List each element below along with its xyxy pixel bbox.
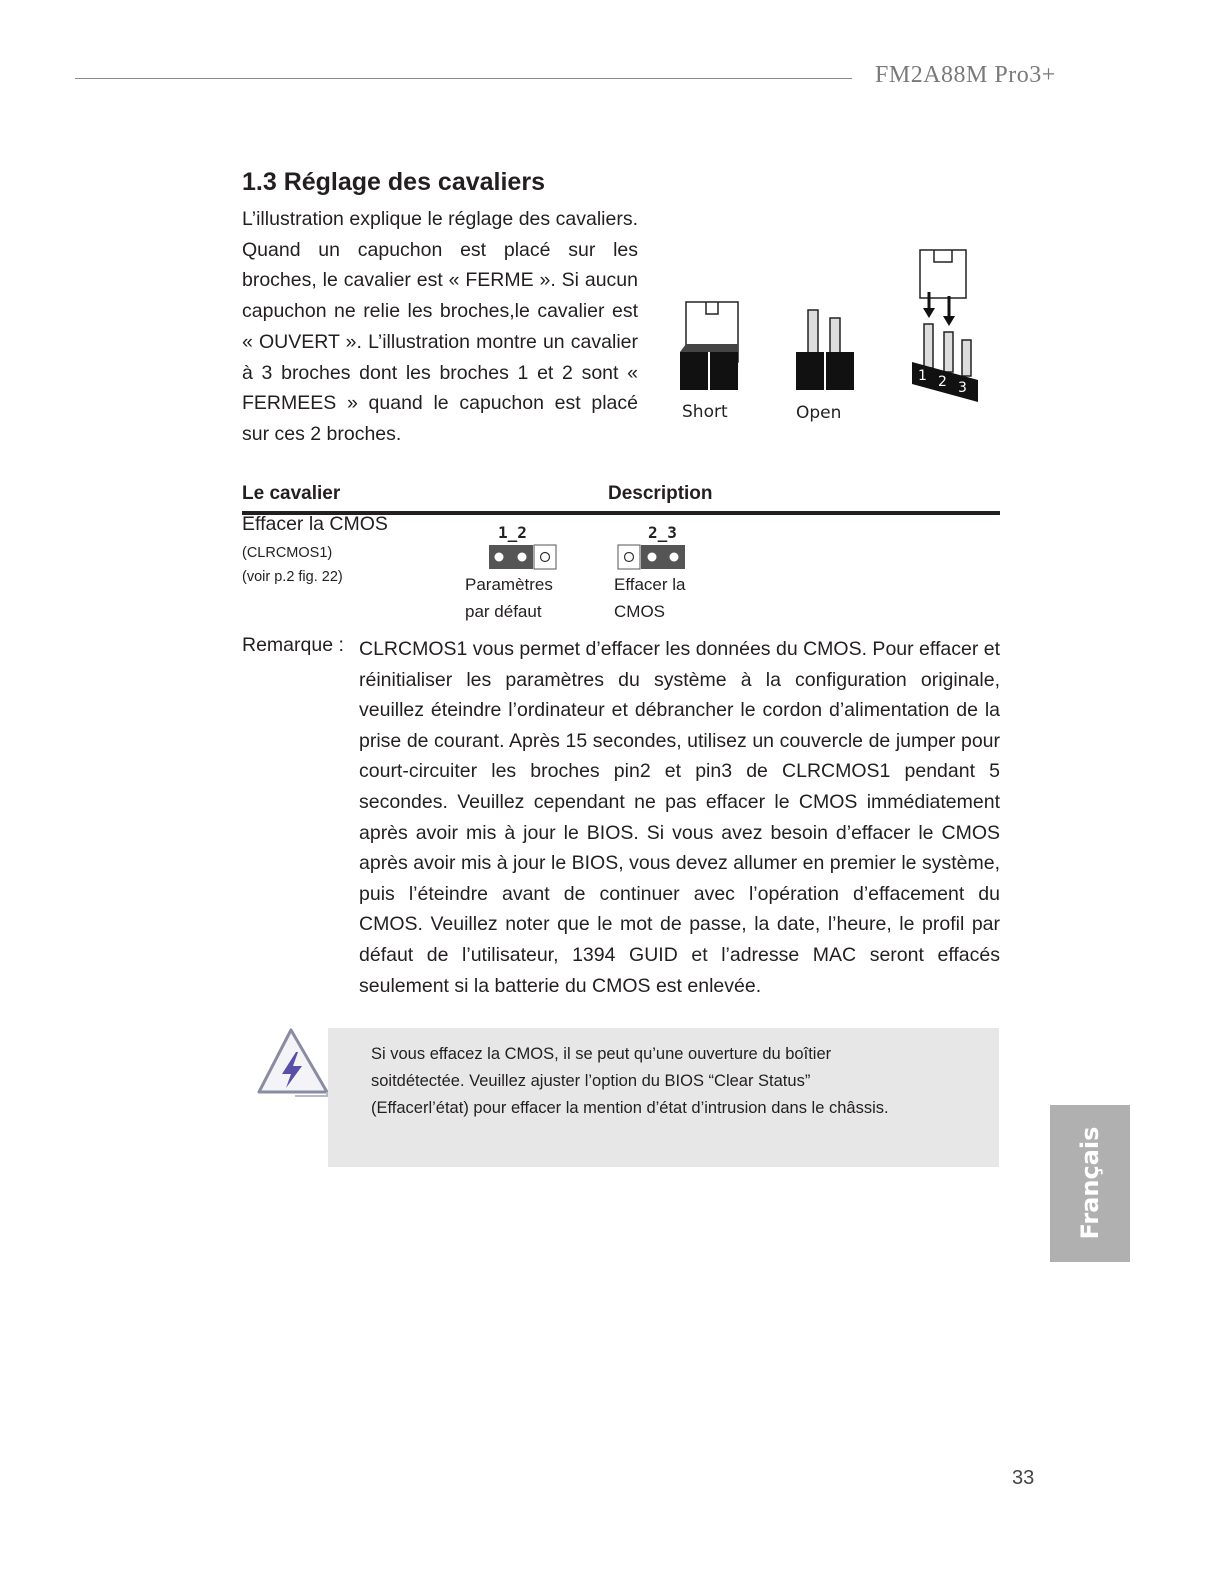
short-jumper-figure	[680, 302, 738, 390]
language-label: Français	[1076, 1126, 1104, 1240]
column-header-jumper: Le cavalier	[242, 483, 341, 504]
pin-number-1: 1	[918, 368, 927, 384]
page-number: 33	[1012, 1467, 1035, 1489]
note-text: Si vous effacez la CMOS, il se peut qu’une ouverture du boîtier soitdétectée. Veuillez ajuster l’option du BIOS “Clear Status” (Effacerl’état) pour effacer la mention d’état d’intrusion dans le châssis.	[371, 1045, 889, 1117]
warning-lightning-icon	[255, 1026, 331, 1098]
language-tab	[1050, 1105, 1130, 1262]
pin-diagram-2-3	[616, 520, 688, 572]
pin-number-2: 2	[938, 374, 947, 390]
note-box	[328, 1028, 999, 1167]
setting-default-caption	[465, 571, 575, 625]
column-header-description: Description	[608, 483, 713, 504]
setting-clear-caption	[614, 571, 724, 625]
header-title: FM2A88M Pro3+	[875, 62, 1056, 88]
pin-label-2-3: 2_3	[648, 523, 677, 542]
remark-label: Remarque :	[242, 634, 344, 656]
header-rule	[75, 78, 852, 79]
pin-label-1-2: 1_2	[498, 523, 527, 542]
setting-default-line2: par défaut	[465, 602, 542, 621]
jumper-table-header	[242, 483, 1000, 515]
short-label: Short	[682, 402, 728, 422]
jumper-reference: (voir p.2 fig. 22)	[242, 569, 343, 585]
jumper-code: (CLRCMOS1)	[242, 545, 333, 561]
remark-text: CLRCMOS1 vous permet d’effacer les données du CMOS. Pour effacer et réinitialiser les paramètres du système à la configuration originale, veuillez éteindre l’ordinateur et débrancher le cordon d’alimentation de la prise de courant. Après 15 secondes, utilisez un couvercle de jumper pour court-circuiter les broches pin2 et pin3 de CLRCMOS1 pendant 5 secondes. Veuillez cependant ne pas effacer le CMOS immédiatement après avoir mis à jour le BIOS. Si vous avez besoin d’effacer le CMOS après avoir mis à jour le BIOS, vous devez allumer en premier le système, puis l’éteindre avant de continuer avec l’opération d’effacement du CMOS. Veuillez noter que le mot de passe, la date, l’heure, le profil par défaut de l’utilisateur, 1394 GUID et l’adresse MAC seront effacés seulement si la batterie du CMOS est enlevée.	[359, 638, 1000, 997]
open-jumper-figure	[796, 310, 854, 390]
section-title: 1.3 Réglage des cavaliers	[242, 168, 545, 196]
pin-number-3: 3	[958, 380, 967, 396]
pin-diagram-1-2	[488, 520, 560, 572]
intro-paragraph: L’illustration explique le réglage des cavaliers. Quand un capuchon est placé sur les broches, le cavalier est « FERME ». Si aucun capuchon ne relie les broches,le cavalier est « OUVERT ». L’illustration montre un cavalier à 3 broches dont les broches 1 et 2 sont « FERMEES » quand le capuchon est placé sur ces 2 broches.	[242, 208, 638, 445]
three-pin-jumper-figure	[912, 250, 978, 402]
open-label: Open	[796, 403, 842, 423]
setting-clear-line2: CMOS	[614, 602, 665, 621]
setting-clear-line1: Effacer la	[614, 575, 686, 594]
jumper-name: Effacer la CMOS	[242, 513, 388, 535]
setting-default-line1: Paramètres	[465, 575, 553, 594]
jumper-illustration	[672, 240, 992, 430]
